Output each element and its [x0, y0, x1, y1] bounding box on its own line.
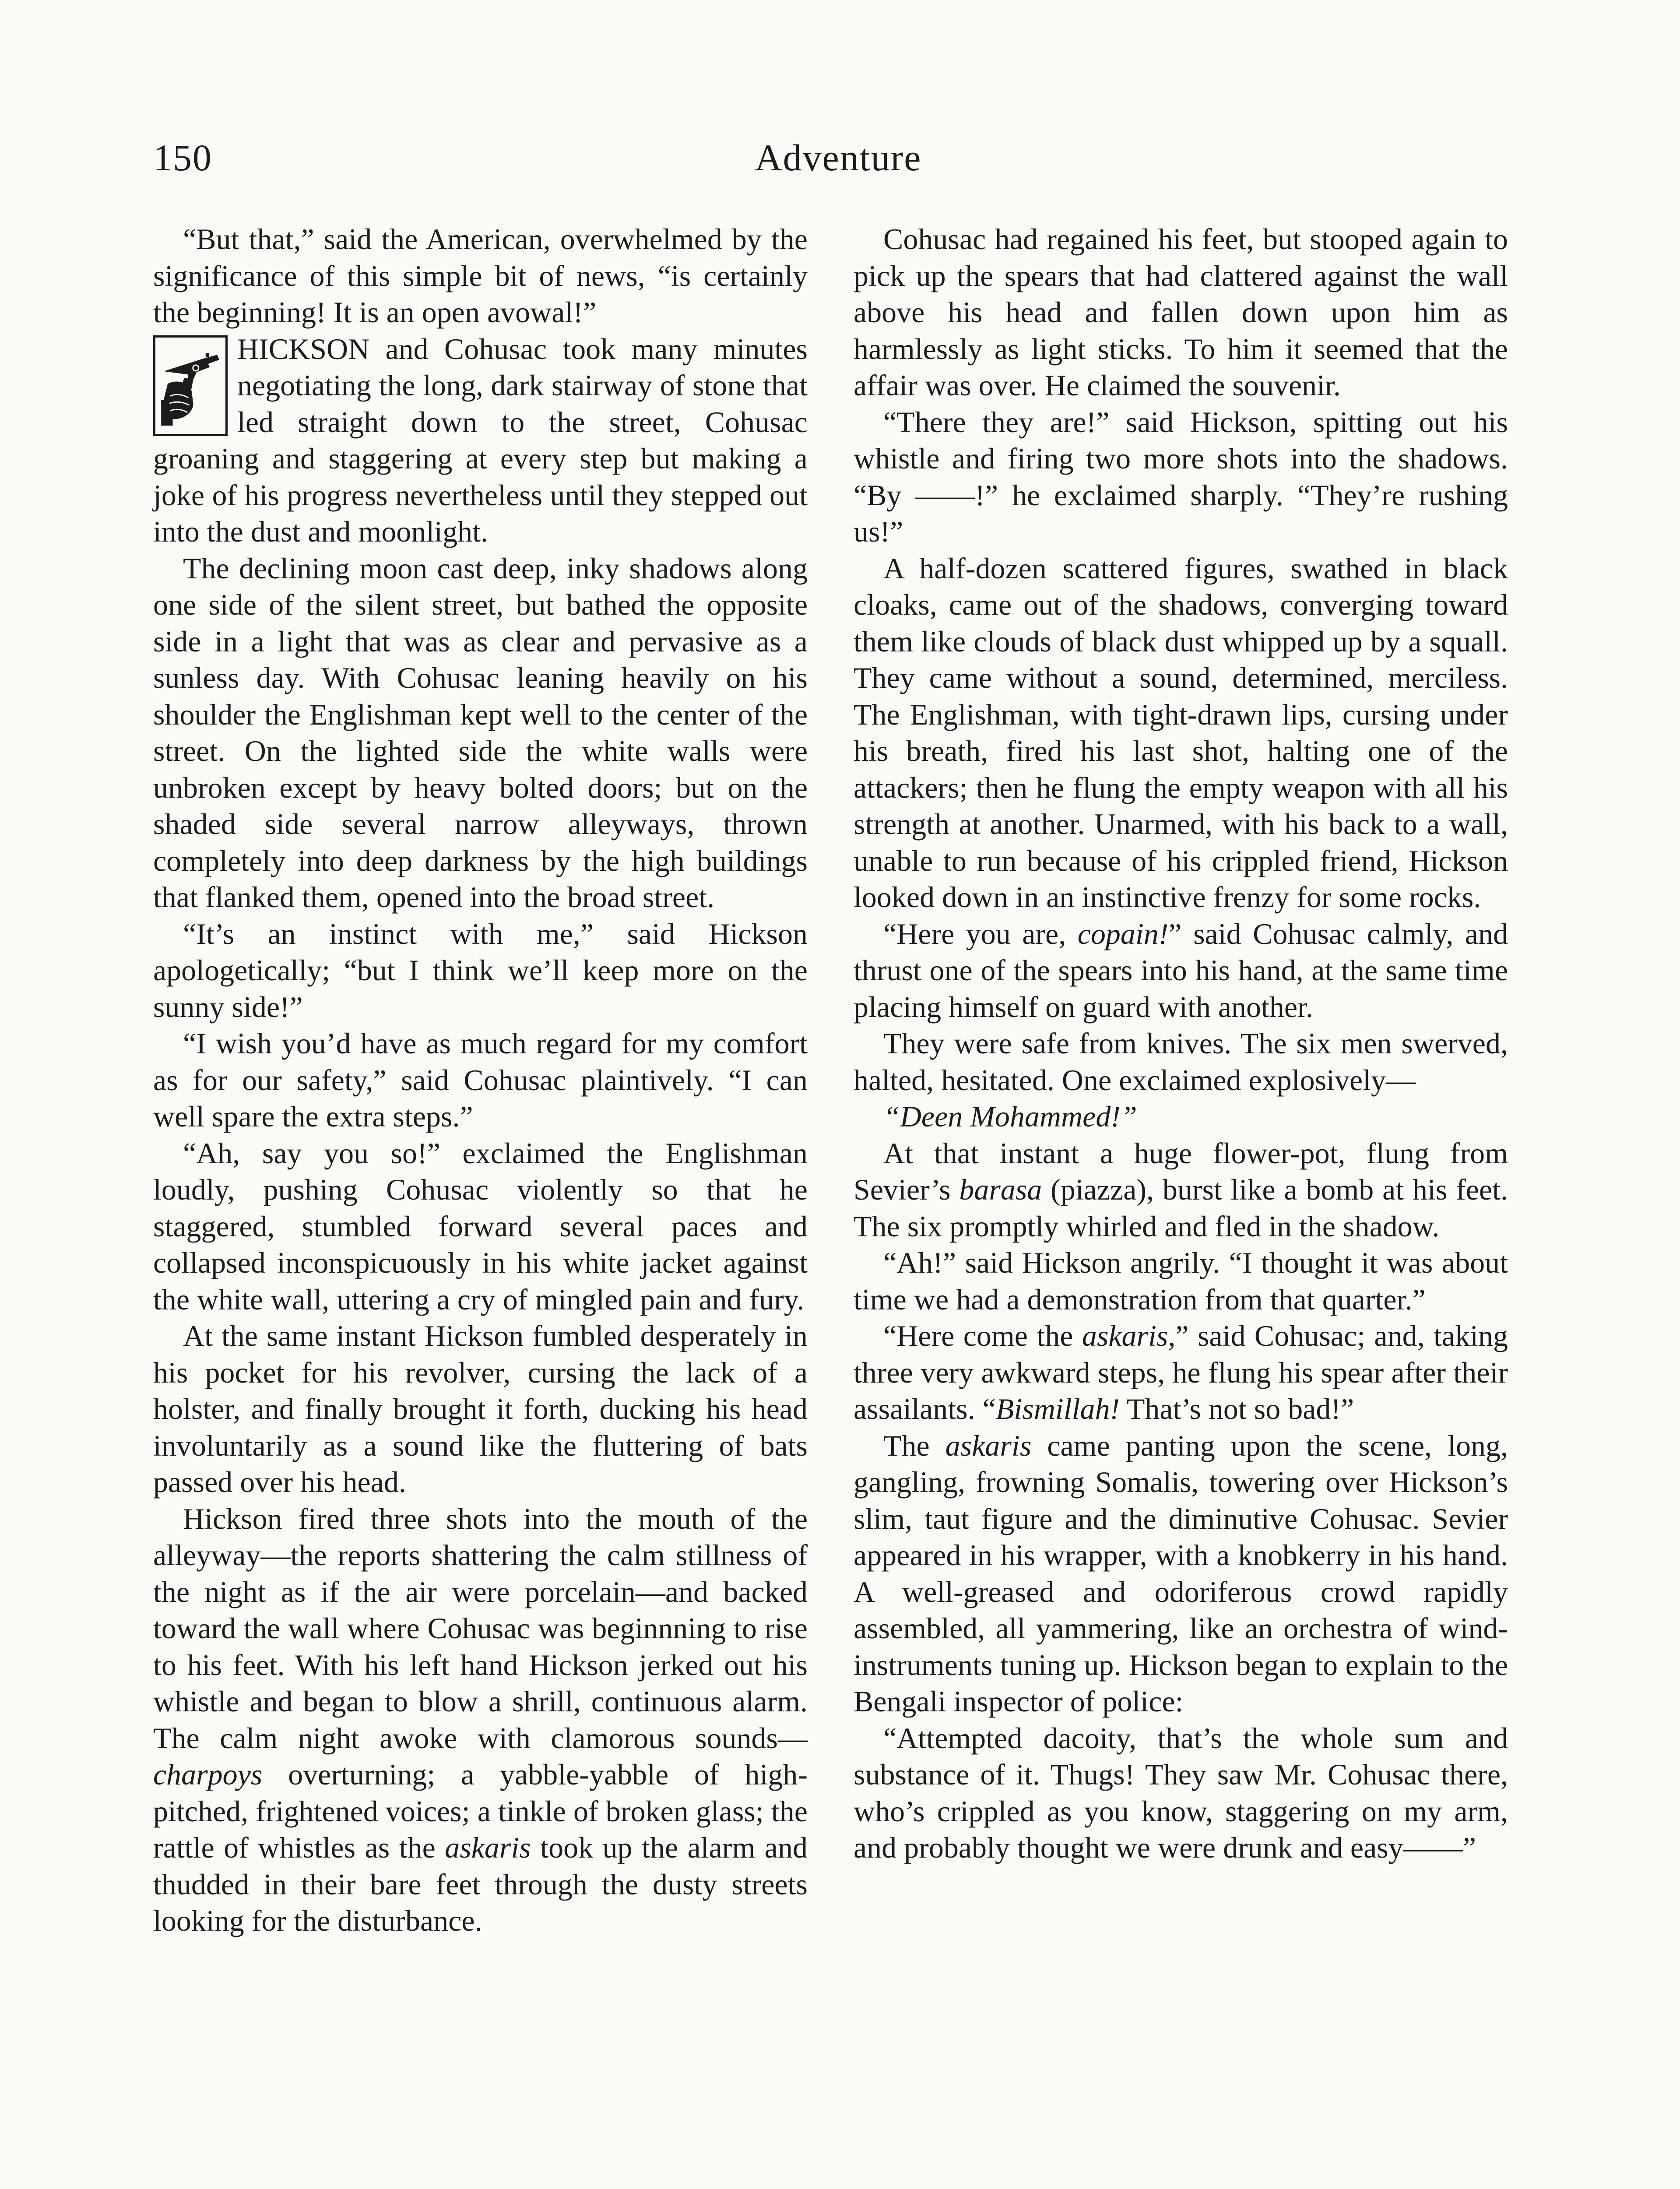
- paragraph: [854, 916, 1508, 1026]
- text-run: At that instant a huge flower-pot, flung from Sevier’s: [854, 1136, 1508, 1206]
- text-run: “Here you are,: [883, 917, 1078, 950]
- text-run: took up the alarm and thudded in their bare feet through the dusty streets looking for the disturbance.: [153, 1831, 808, 1937]
- text-run: ,” said Cohusac; and, taking three very awkward steps, he flung his spear after their assailants. “: [854, 1319, 1508, 1425]
- italic-word: askaris: [1082, 1319, 1168, 1352]
- italic-exclamation: “Deen Mohammed!”: [883, 1100, 1137, 1133]
- text-run: came panting upon the scene, long, gangling, frowning Somalis, towering over Hickson’s slim, taut figure and the diminutive Cohusac. Sevier appeared in his wrapper, with a knobkerry in his hand. A well-greased and odoriferous crowd rapidly assembled, all yammering, like an orchestra of wind-instruments tuning up. Hickson began to explain to the Bengali inspector of police:: [854, 1429, 1508, 1718]
- paragraph: “Attempted dacoity, that’s the whole sum and substance of it. Thugs! They saw Mr. Cohusac there, who’s crippled as you know, staggering on my arm, and probably thought we were drunk and easy——”: [854, 1721, 1508, 1864]
- paragraph: At the same instant Hickson fumbled desperately in his pocket for his revolver, cursing the lack of a holster, and finally brought it forth, ducking his head involuntarily as a sound like the fluttering of bats passed over his head.: [153, 1319, 808, 1499]
- page-header: [153, 131, 1523, 193]
- paragraph: [854, 1135, 1508, 1245]
- paragraph: “I wish you’d have as much regard for my comfort as for our safety,” said Cohusac plaintively. “I can well spare the extra steps.”: [153, 1027, 808, 1133]
- text-run: ” said Cohusac calmly, and thrust one of the spears into his hand, at the same time placing himself on guard with another.: [854, 917, 1508, 1024]
- italic-word: askaris: [945, 1429, 1032, 1462]
- text-run: Hickson fired three shots into the mouth of the alleyway—the reports shattering the calm stillness of the night as if the air were porcelain—and backed toward the wall where Cohusac was beginnning to rise to his feet. With his left hand Hickson jerked out his whistle and began to blow a shrill, continuous alarm. The calm night awoke with clamorous sounds—: [153, 1502, 808, 1755]
- paragraph: “But that,” said the American, overwhelmed by the significance of this simple bit of news, “is certainly the beginning! It is an open avowal!”: [153, 222, 808, 329]
- right-column: [854, 221, 1508, 1866]
- text-run: The: [883, 1429, 945, 1462]
- left-column: [153, 221, 808, 1939]
- italic-word: askaris: [445, 1831, 531, 1864]
- paragraph: [854, 1318, 1508, 1428]
- running-head: Adventure: [755, 137, 922, 179]
- paragraph: “There they are!” said Hickson, spitting out his whistle and firing two more shots into the shadows. “By ——!” he exclaimed sharply. “They’re rushing us!”: [854, 405, 1508, 548]
- section-opening-paragraph: [153, 331, 808, 550]
- text-run: “Here come the: [883, 1319, 1082, 1352]
- paragraph: A half-dozen scattered figures, swathed in black cloaks, came out of the shadows, converging toward them like clouds of black dust whipped up by a squall. They came without a sound, determined, merciless. The Englishman, with tight-drawn lips, cursing under his breath, fired his last shot, halting one of the attackers; then he flung the empty weapon with all his strength at another. Unarmed, with his back to a wall, unable to run because of his crippled friend, Hickson looked down in an instinctive frenzy for some rocks.: [854, 551, 1508, 914]
- text-run: That’s not so bad!”: [1120, 1392, 1354, 1425]
- paragraph: [153, 1501, 808, 1939]
- italic-word: Bismillah!: [995, 1392, 1120, 1425]
- paragraph: They were safe from knives. The six men swerved, halted, hesitated. One exclaimed explosively—: [854, 1027, 1508, 1097]
- paragraph: “Ah!” said Hickson angrily. “I thought it was about time we had a demonstration from that quarter.”: [854, 1246, 1508, 1316]
- text-run: (piazza), burst like a bomb at his feet. The six promptly whirled and fled in the shadow.: [854, 1173, 1508, 1243]
- italic-word: barasa: [959, 1173, 1042, 1206]
- page-number: 150: [153, 137, 212, 179]
- revolver-in-hand-icon: [153, 335, 228, 436]
- paragraph: The declining moon cast deep, inky shadows along one side of the silent street, but bathed the opposite side in a light that was as clear and pervasive as a sunless day. With Cohusac leaning heavily on his shoulder the Englishman kept well to the center of the street. On the lighted side the white walls were unbroken except by heavy bolted doors; but on the shaded side several narrow alleyways, thrown completely into deep darkness by the high buildings that flanked them, opened into the broad street.: [153, 551, 808, 914]
- italic-word: copain!: [1077, 917, 1169, 950]
- paragraph: “It’s an instinct with me,” said Hickson apologetically; “but I think we’ll keep more on the sunny side!”: [153, 917, 808, 1024]
- paragraph: Cohusac had regained his feet, but stooped again to pick up the spears that had clattered against the wall above his head and fallen down upon him as harmlessly as light sticks. To him it seemed that the affair was over. He claimed the souvenir.: [854, 222, 1508, 402]
- paragraph: [854, 1428, 1508, 1720]
- italic-word: charpoys: [153, 1758, 263, 1791]
- paragraph: “Ah, say you so!” exclaimed the Englishman loudly, pushing Cohusac violently so that he staggered, stumbled forward several paces and collapsed inconspicuously in his white jacket against the white wall, uttering a cry of mingled pain and fury.: [153, 1136, 808, 1316]
- text-run: overturning; a yabble-yabble of high-pitched, frightened voices; a tinkle of broken glass; the rattle of whistles as the: [153, 1758, 808, 1864]
- paragraph-text: HICKSON and Cohusac took many minutes negotiating the long, dark stairway of stone that led straight down to the street, Cohusac groaning and staggering at every step but making a joke of his progress nevertheless until they stepped out into the dust and moonlight.: [153, 332, 808, 548]
